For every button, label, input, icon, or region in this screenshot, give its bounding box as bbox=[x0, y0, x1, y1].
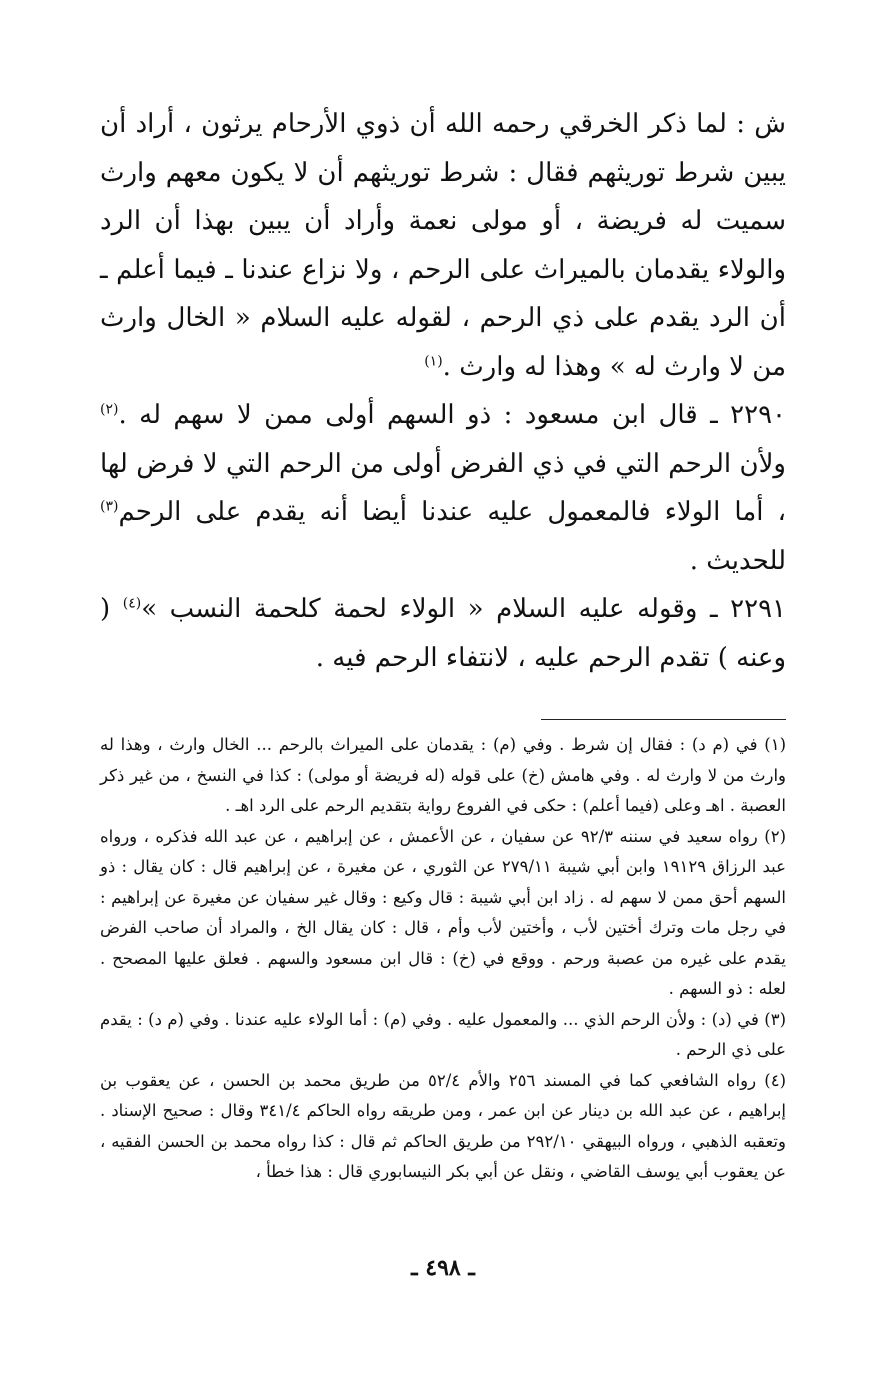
footnote-ref-2: (٢) bbox=[100, 401, 119, 418]
paragraph-2290-text-c: للحديث . bbox=[689, 545, 786, 576]
footnote-1: (١) في (م د) : فقال إن شرط . وفي (م) : يقدمان على الميراث بالرحم ... الخال وارث ، وهذا له وارث من لا وارث له . وفي هامش (خ) على قوله (له فريضة أو مولى) : كذا في النسخ ، من غير ذكر العصبة . اهـ وعلى (فيما أعلم) : حكى في الفروع رواية بتقديم الرحم على الرد اهـ . bbox=[100, 735, 786, 815]
footnote-ref-4: (٤) bbox=[122, 595, 142, 612]
page-number: ـ ٤٩٨ ـ bbox=[411, 1255, 475, 1281]
paragraph-2290 bbox=[100, 391, 786, 585]
footnote-separator bbox=[541, 719, 786, 720]
footnote-2: (٢) رواه سعيد في سننه ٩٢/٣ عن سفيان ، عن الأعمش ، عن إبراهيم ، عن عبد الله فذكره ، ورواه عبد الرزاق ١٩١٢٩ وابن أبي شيبة ٢٧٩/١١ عن الثوري ، عن مغيرة ، عن إبراهيم قال : كان يقال : ذو السهم أحق ممن لا سهم له . زاد ابن أبي شيبة : قال وكيع : وقال غير سفيان عن مغيرة عن إبراهيم : في رجل مات وترك أختين لأب ، وأختين لأب وأم ، قال : كان يقال الخ ، والمراد أن صاحب الفرض يقدم على غيره من عصبة ورحم . ووقع في (خ) : قال ابن مسعود والسهم . فعلق عليها المصحح . لعله : ذو السهم . bbox=[100, 826, 787, 998]
commentary-text: ش : لما ذكر الخرقي رحمه الله أن ذوي الأرحام يرثون ، أراد أن يبين شرط توريثهم فقال : شرط توريثهم أن لا يكون معهم وارث سميت له فريضة ، أو مولى نعمة وأراد أن يبين بهذا أن الرد والولاء يقدمان بالميراث على الرحم ، ولا نزاع عندنا ـ فيما أعلم ـ أن الرد يقدم على ذي الرحم ، لقوله عليه السلام « الخال وارث من لا وارث له » وهذا له وارث . bbox=[100, 109, 786, 382]
paragraph-number-2290: ٢٢٩٠ ـ bbox=[710, 400, 787, 430]
footnotes bbox=[100, 730, 786, 1188]
commentary-paragraph bbox=[100, 100, 786, 391]
footnote-ref-3: (٣) bbox=[100, 498, 119, 515]
main-text bbox=[100, 100, 786, 682]
paragraph-2291-text-b: ( وعنه ) تقدم الرحم عليه ، لانتفاء الرحم فيه . bbox=[100, 594, 786, 673]
footnote-3: (٣) في (د) : ولأن الرحم الذي ... والمعمول عليه . وفي (م) : أما الولاء عليه عندنا . وفي (م د) : يقدم على ذي الرحم . bbox=[100, 1009, 786, 1059]
paragraph-2291-text-a: وقوله عليه السلام « الولاء لحمة كلحمة النسب » bbox=[141, 594, 698, 624]
footnote-ref-1: (١) bbox=[424, 352, 443, 369]
paragraph-2291 bbox=[100, 585, 786, 682]
paragraph-2290-text-a: قال ابن مسعود : ذو السهم أولى ممن لا سهم له . bbox=[118, 400, 698, 430]
paragraph-2290-text-b: ولأن الرحم التي في ذي الفرض أولى من الرحم التي لا فرض لها ، أما الولاء فالمعمول عليه عندنا أيضا أنه يقدم على الرحم bbox=[100, 448, 786, 527]
footnote-4: (٤) رواه الشافعي كما في المسند ٢٥٦ والأم ٥٢/٤ من طريق محمد بن الحسن ، عن يعقوب بن إبراهيم ، عن عبد الله بن دينار عن ابن عمر ، ومن طريقه رواه الحاكم ٣٤١/٤ وقال : صحيح الإسناد . وتعقبه الذهبي ، ورواه البيهقي ٢٩٢/١٠ من طريق الحاكم ثم قال : كذا رواه محمد بن الحسن الفقيه ، عن يعقوب أبي يوسف القاضي ، ونقل عن أبي بكر النيسابوري قال : هذا خطأ ، bbox=[100, 1070, 786, 1181]
paragraph-number-2291: ٢٢٩١ ـ bbox=[709, 594, 786, 624]
